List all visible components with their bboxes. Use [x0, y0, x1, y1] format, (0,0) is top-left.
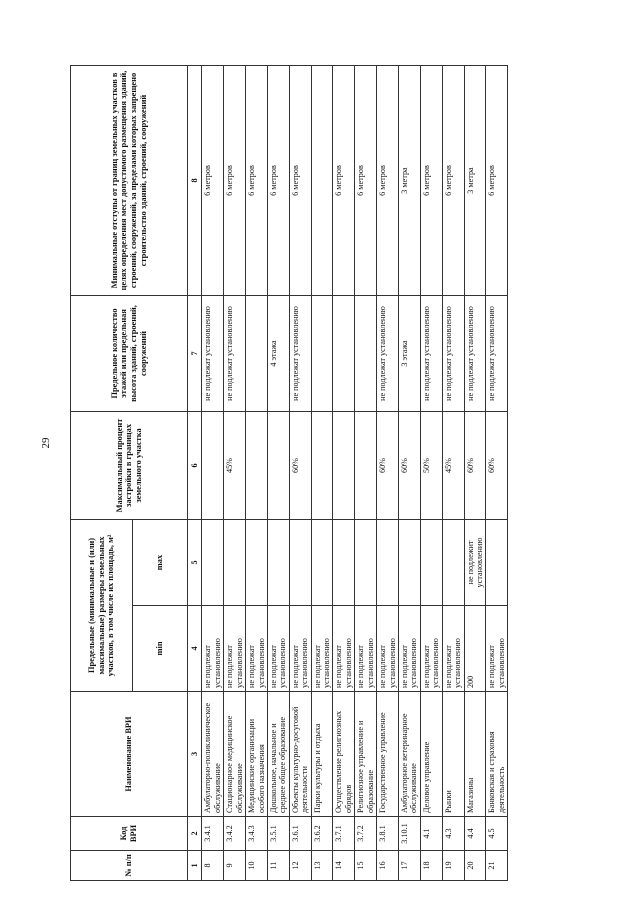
setback-cell: 6 метров [420, 66, 442, 296]
vri-code-cell: 3.7.1 [333, 817, 355, 851]
vri-code-cell: 3.7.2 [355, 817, 377, 851]
floors-cell: 4 этажа [267, 296, 289, 412]
vri-name-cell: Магазины [464, 692, 486, 817]
vri-code-cell: 3.4.1 [202, 817, 224, 851]
vri-name-cell: Парки культуры и отдыха [311, 692, 333, 817]
vri-name-cell: Медицинские организации особого назначения [246, 692, 268, 817]
area-max-cell [311, 520, 333, 606]
table-row [486, 66, 508, 881]
vri-name-cell: Деловое управление [420, 692, 442, 817]
coverage-cell: 60% [377, 412, 399, 520]
vri-code-cell: 3.4.3 [246, 817, 268, 851]
header-area: Предельные (минимальные и (или) максимальные) размеры земельных участков, в том числе их площадь, м² [71, 520, 133, 692]
coverage-cell [311, 412, 333, 520]
column-number: 8 [188, 66, 202, 296]
header-area-min: min [133, 606, 188, 692]
row-number-cell: 18 [420, 851, 442, 881]
floors-cell: не подлежат установлению [377, 296, 399, 412]
vri-name-cell: Банковская и страховая деятельность [486, 692, 508, 817]
vri-name-cell: Амбулаторно-поликлиническое обслуживание [202, 692, 224, 817]
area-min-cell: не подлежат установлению [224, 606, 246, 692]
setback-cell [311, 66, 333, 296]
area-max-cell [377, 520, 399, 606]
table-container [70, 36, 630, 881]
table-row [399, 66, 421, 881]
area-max-cell [399, 520, 421, 606]
vri-name-cell: Религиозное управление и образование [355, 692, 377, 817]
area-max-cell [267, 520, 289, 606]
coverage-cell [202, 412, 224, 520]
area-max-cell [486, 520, 508, 606]
table-row [311, 66, 333, 881]
coverage-cell: 50% [420, 412, 442, 520]
area-min-cell: не подлежат установлению [267, 606, 289, 692]
row-number-cell: 15 [355, 851, 377, 881]
zoning-table [70, 65, 508, 881]
area-max-cell [420, 520, 442, 606]
row-number-cell: 12 [289, 851, 311, 881]
coverage-cell: 60% [399, 412, 421, 520]
table-row [442, 66, 464, 881]
table-row [420, 66, 442, 881]
area-min-cell: не подлежат установлению [420, 606, 442, 692]
table-row [267, 66, 289, 881]
row-number-cell: 20 [464, 851, 486, 881]
table-body [202, 66, 508, 881]
vri-code-cell: 3.4.2 [224, 817, 246, 851]
column-number: 5 [188, 520, 202, 606]
area-max-cell [202, 520, 224, 606]
table-row [289, 66, 311, 881]
area-max-cell [442, 520, 464, 606]
setback-cell: 6 метров [333, 66, 355, 296]
coverage-cell: 45% [224, 412, 246, 520]
setback-cell: 6 метров [355, 66, 377, 296]
area-min-cell: не подлежат установлению [442, 606, 464, 692]
coverage-cell [267, 412, 289, 520]
setback-cell: 6 метров [246, 66, 268, 296]
area-max-cell [224, 520, 246, 606]
area-min-cell: не подлежат установлению [355, 606, 377, 692]
row-number-cell: 13 [311, 851, 333, 881]
floors-cell: 3 этажа [399, 296, 421, 412]
row-number-cell: 9 [224, 851, 246, 881]
header-name: Наименование ВРИ [71, 692, 188, 817]
vri-code-cell: 3.6.2 [311, 817, 333, 851]
column-number: 1 [188, 851, 202, 881]
vri-code-cell: 4.4 [464, 817, 486, 851]
vri-code-cell: 4.3 [442, 817, 464, 851]
area-min-cell: не подлежат установлению [202, 606, 224, 692]
vri-name-cell: Дошкольное, начальное и среднее общее образование [267, 692, 289, 817]
table-row [202, 66, 224, 881]
column-number: 6 [188, 412, 202, 520]
floors-cell [355, 296, 377, 412]
coverage-cell: 60% [464, 412, 486, 520]
table-row [464, 66, 486, 881]
table-row [377, 66, 399, 881]
area-min-cell: не подлежат установлению [333, 606, 355, 692]
floors-cell: не подлежат установлению [289, 296, 311, 412]
floors-cell: не подлежат установлению [464, 296, 486, 412]
header-num: № п/п [71, 851, 188, 881]
coverage-cell [333, 412, 355, 520]
vri-code-cell: 4.5 [486, 817, 508, 851]
header-floors: Предельное количество этажей или предельная высота зданий, строений, сооружений [71, 296, 188, 412]
vri-code-cell: 3.8.1 [377, 817, 399, 851]
setback-cell: 6 метров [486, 66, 508, 296]
row-number-cell: 16 [377, 851, 399, 881]
table-row [355, 66, 377, 881]
coverage-cell [355, 412, 377, 520]
vri-code-cell: 3.5.1 [267, 817, 289, 851]
area-max-cell: не подлежит установлению [464, 520, 486, 606]
area-min-cell: не подлежат установлению [311, 606, 333, 692]
setback-cell: 6 метров [377, 66, 399, 296]
row-number-cell: 11 [267, 851, 289, 881]
header-area-max: max [133, 520, 188, 606]
coverage-cell [246, 412, 268, 520]
column-number: 2 [188, 817, 202, 851]
row-number-cell: 10 [246, 851, 268, 881]
table-row [224, 66, 246, 881]
area-max-cell [246, 520, 268, 606]
area-min-cell: не подлежат установлению [246, 606, 268, 692]
vri-code-cell: 3.6.1 [289, 817, 311, 851]
floors-cell: не подлежат установлению [224, 296, 246, 412]
table-row [333, 66, 355, 881]
coverage-cell: 45% [442, 412, 464, 520]
vri-name-cell: Амбулаторное ветеринарное обслуживание [399, 692, 421, 817]
header-coverage: Максимальный процент застройки в границах земельного участка [71, 412, 188, 520]
column-number-row [188, 66, 202, 881]
vri-name-cell: Объекты культурно-досуговой деятельности [289, 692, 311, 817]
header-setback: Минимальные отступы от границ земельных участков в целях определения мест допустимого размещения зданий, строений, сооружений, за пределами которых запрещено строительство зданий, строений, сооружений [71, 66, 188, 296]
setback-cell: 6 метров [289, 66, 311, 296]
floors-cell [246, 296, 268, 412]
header-code: Код ВРИ [71, 817, 188, 851]
area-min-cell: не подлежат установлению [377, 606, 399, 692]
row-number-cell: 8 [202, 851, 224, 881]
coverage-cell: 60% [289, 412, 311, 520]
floors-cell: не подлежат установлению [202, 296, 224, 412]
vri-name-cell: Государственное управление [377, 692, 399, 817]
area-min-cell: не подлежат установлению [486, 606, 508, 692]
floors-cell: не подлежат установлению [486, 296, 508, 412]
area-min-cell: 200 [464, 606, 486, 692]
floors-cell [311, 296, 333, 412]
row-number-cell: 14 [333, 851, 355, 881]
column-number: 3 [188, 692, 202, 817]
row-number-cell: 21 [486, 851, 508, 881]
setback-cell: 3 метра [464, 66, 486, 296]
area-min-cell: не подлежат установлению [289, 606, 311, 692]
area-min-cell: не подлежат установлению [399, 606, 421, 692]
vri-name-cell: Стационарное медицинское обслуживание [224, 692, 246, 817]
area-max-cell [333, 520, 355, 606]
row-number-cell: 19 [442, 851, 464, 881]
setback-cell: 6 метров [442, 66, 464, 296]
floors-cell [333, 296, 355, 412]
column-number: 4 [188, 606, 202, 692]
row-number-cell: 17 [399, 851, 421, 881]
floors-cell: не подлежат установлению [442, 296, 464, 412]
rotated-page [60, 0, 640, 905]
vri-code-cell: 4.1 [420, 817, 442, 851]
floors-cell: не подлежат установлению [420, 296, 442, 412]
page-number: 29 [40, 437, 52, 449]
vri-code-cell: 3.10.1 [399, 817, 421, 851]
vri-name-cell: Осуществление религиозных обрядов [333, 692, 355, 817]
setback-cell: 6 метров [202, 66, 224, 296]
setback-cell: 6 метров [224, 66, 246, 296]
setback-cell: 3 метра [399, 66, 421, 296]
area-max-cell [355, 520, 377, 606]
column-number: 7 [188, 296, 202, 412]
setback-cell: 6 метров [267, 66, 289, 296]
table-row [246, 66, 268, 881]
vri-name-cell: Рынки [442, 692, 464, 817]
coverage-cell: 60% [486, 412, 508, 520]
area-max-cell [289, 520, 311, 606]
